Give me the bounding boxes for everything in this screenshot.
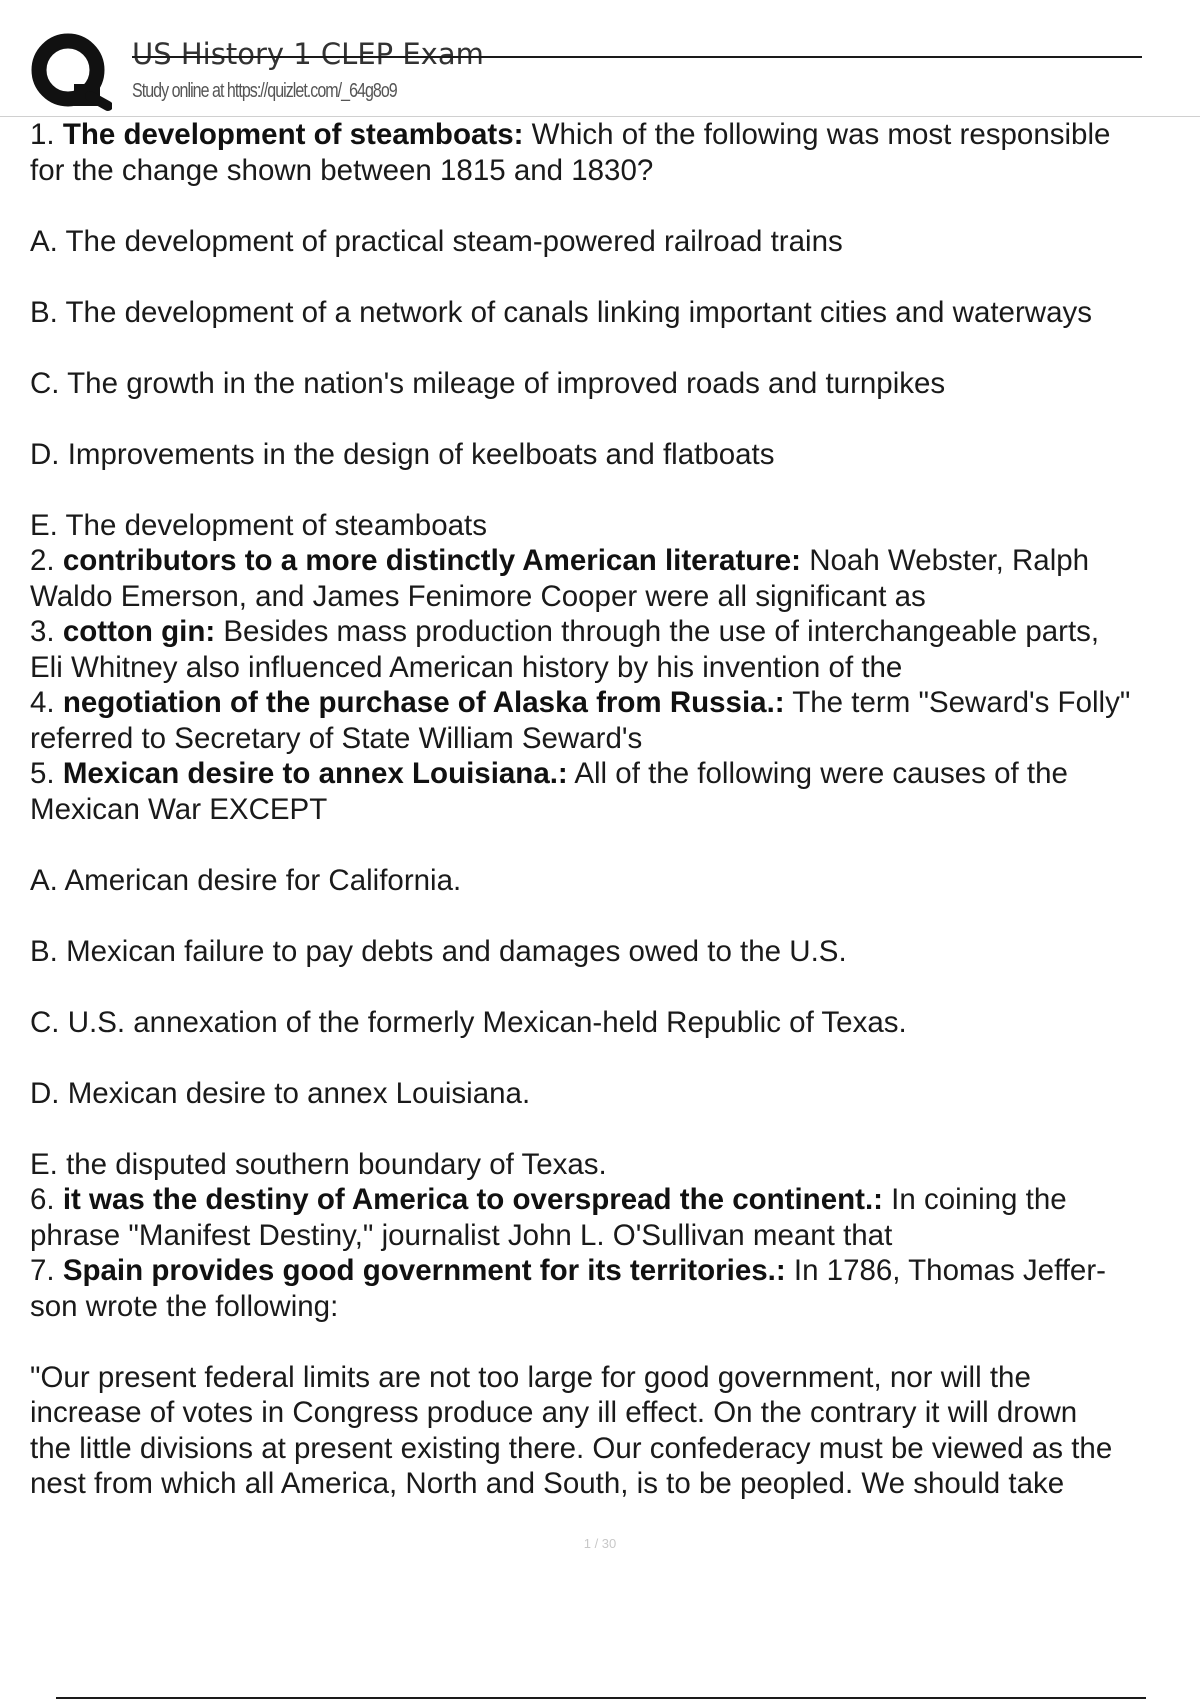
question-4-line-2: referred to Secretary of State William Seward's <box>30 721 643 755</box>
document-header <box>0 0 1200 120</box>
question-5-line-1 <box>30 756 1200 792</box>
question-term: The development of steamboats: <box>62 118 524 151</box>
answer-option: D. Mexican desire to annex Louisiana. <box>30 1076 531 1110</box>
quote-line: increase of votes in Congress produce any ill effect. On the contrary it will drown <box>30 1396 1078 1429</box>
question-number: 2. <box>30 544 55 577</box>
question-1-line-2: for the change shown between 1815 and 1830? <box>30 153 654 187</box>
spacer <box>30 472 1200 508</box>
quote-line: "Our present federal limits are not too large for good government, nor will the <box>30 1360 1031 1394</box>
spacer <box>30 969 1200 1005</box>
question-2-line-1 <box>30 543 1200 579</box>
answer-option: E. The development of steamboats <box>30 508 487 542</box>
answer-option: D. Improvements in the design of keelboats and flatboats <box>30 437 775 471</box>
question-term: Mexican desire to annex Louisiana.: <box>62 757 568 790</box>
question-text: Which of the following was most responsible <box>523 118 1111 151</box>
question-number: 5. <box>30 757 55 790</box>
question-3-line-2: Eli Whitney also influenced American history by his invention of the <box>30 650 903 684</box>
answer-option: B. Mexican failure to pay debts and damages owed to the U.S. <box>30 934 847 968</box>
spacer <box>30 188 1200 224</box>
question-text: In coining the <box>882 1183 1067 1216</box>
answer-option: C. U.S. annexation of the formerly Mexican-held Republic of Texas. <box>30 1005 907 1039</box>
question-text: All of the following were causes of the <box>567 757 1068 790</box>
spacer <box>30 1040 1200 1076</box>
answer-option: E. the disputed southern boundary of Texas. <box>30 1147 607 1181</box>
question-6-line-1 <box>30 1182 1200 1218</box>
question-text: Besides mass production through the use of interchangeable parts, <box>215 615 1100 648</box>
question-number: 1. <box>30 118 55 151</box>
spacer <box>30 401 1200 437</box>
page-number: 1 / 30 <box>583 1536 617 1551</box>
quote-line: the little divisions at present existing there. Our confederacy must be viewed as the <box>30 1431 1113 1465</box>
document-title: US History 1 CLEP Exam <box>132 37 484 71</box>
answer-option: A. American desire for California. <box>30 863 462 897</box>
question-2-line-2: Waldo Emerson, and James Fenimore Cooper were all significant as <box>30 579 926 613</box>
question-text: In 1786, Thomas Jeffer- <box>785 1254 1106 1287</box>
spacer <box>30 1111 1200 1147</box>
question-number: 4. <box>30 686 55 719</box>
quote-line: nest from which all America, North and South, is to be peopled. We should take <box>30 1467 1065 1500</box>
question-term: negotiation of the purchase of Alaska from Russia.: <box>62 686 785 719</box>
answer-option: B. The development of a network of canals linking important cities and waterways <box>30 295 1092 329</box>
question-text: Noah Webster, Ralph <box>801 544 1090 577</box>
question-term: cotton gin: <box>62 615 216 648</box>
flashcard-list <box>30 117 1200 1502</box>
spacer <box>30 1324 1200 1360</box>
question-4-line-1 <box>30 685 1200 721</box>
question-6-line-2: phrase "Manifest Destiny," journalist John L. O'Sullivan meant that <box>30 1218 893 1252</box>
title-strike-rule <box>132 56 1142 58</box>
question-number: 3. <box>30 615 55 648</box>
question-3-line-1 <box>30 614 1200 650</box>
question-1-line-1 <box>30 117 1200 153</box>
question-5-line-2: Mexican War EXCEPT <box>30 792 328 826</box>
question-7-line-2: son wrote the following: <box>30 1289 339 1323</box>
spacer <box>30 330 1200 366</box>
question-7-line-1 <box>30 1253 1200 1289</box>
question-number: 7. <box>30 1254 55 1287</box>
spacer <box>30 259 1200 295</box>
spacer <box>30 898 1200 934</box>
question-term: Spain provides good government for its territories.: <box>62 1254 786 1287</box>
study-online-link[interactable]: Study online at https://quizlet.com/_64g8o9 <box>132 80 397 102</box>
footer-divider <box>56 1697 1146 1699</box>
answer-option: A. The development of practical steam-powered railroad trains <box>30 224 843 258</box>
question-number: 6. <box>30 1183 55 1216</box>
answer-option: C. The growth in the nation's mileage of improved roads and turnpikes <box>30 366 946 400</box>
question-term: contributors to a more distinctly American literature: <box>62 544 802 577</box>
question-term: it was the destiny of America to overspread the continent.: <box>62 1183 883 1216</box>
question-text: The term "Seward's Folly" <box>784 686 1131 719</box>
quizlet-q-logo-icon <box>30 32 112 114</box>
spacer <box>30 827 1200 863</box>
